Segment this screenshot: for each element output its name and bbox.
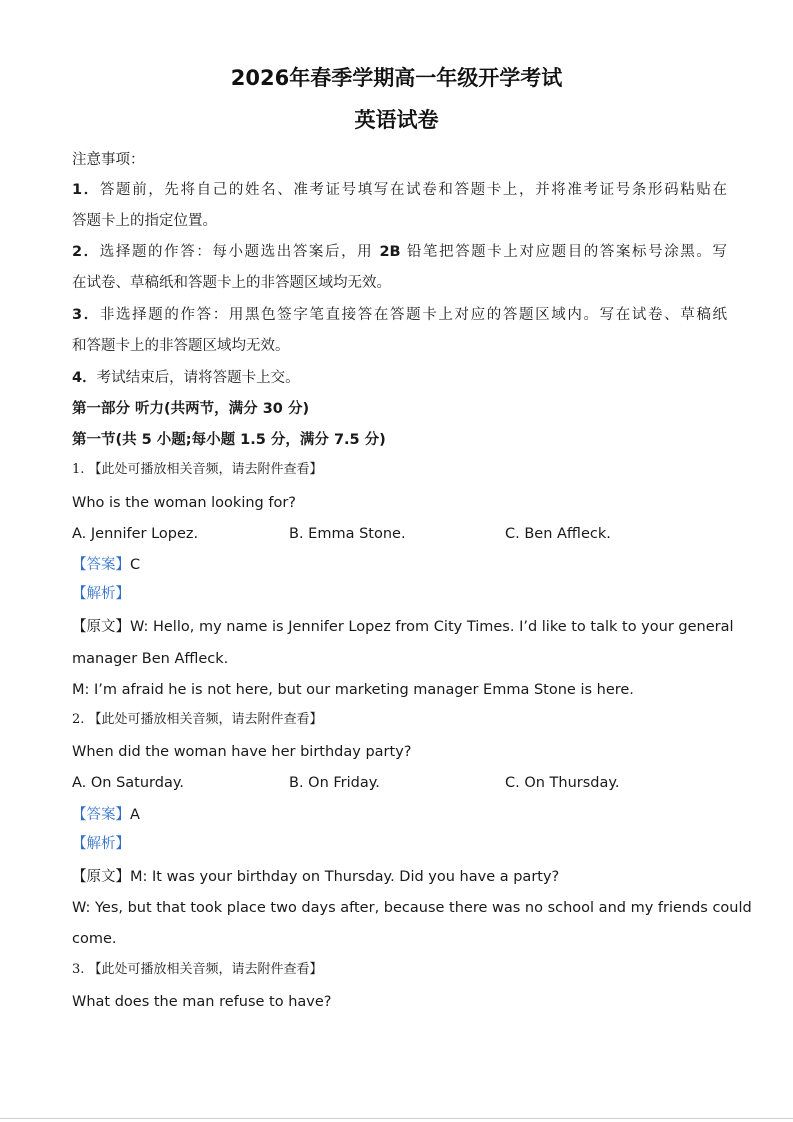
answer-label: 【答案】 <box>72 557 130 573</box>
question-1-option-a: A. Jennifer Lopez. <box>72 526 199 542</box>
notice-heading: 注意事项： <box>72 152 145 168</box>
notice-item-text: 铅笔把答题卡上对应题目的答案标号涂黑。写 <box>400 244 727 260</box>
notice-item-text: 非选择题的作答：用黑色签字笔直接答在答题卡上对应的答题区域内。写在试卷、草稿纸 <box>99 307 728 323</box>
question-2-stem: When did the woman have her birthday party? <box>72 744 412 760</box>
transcript-text: M: It was your birthday on Thursday. Did you have a party? <box>130 869 560 885</box>
answer-value: A <box>130 807 140 823</box>
transcript-label: 【原文】 <box>72 619 130 635</box>
answer-label: 【答案】 <box>72 807 130 823</box>
section1-heading: 第一节(共 5 小题;每小题 1.5 分，满分 7.5 分) <box>72 432 386 448</box>
notice-item-2-cont: 在试卷、草稿纸和答题卡上的非答题区域均无效。 <box>72 275 391 291</box>
notice-item-text: 选择题的作答：每小题选出答案后，用 <box>99 244 380 260</box>
notice-item-3 <box>72 305 727 325</box>
notice-item-3-cont: 和答题卡上的非答题区域均无效。 <box>72 338 290 354</box>
question-1-answer <box>72 555 727 575</box>
page-bottom-divider <box>0 1118 793 1119</box>
question-2-transcript-cont: come. <box>72 931 117 947</box>
question-2-answer <box>72 805 727 825</box>
question-3-audio: 3. 【此处可播放相关音频，请去附件查看】 <box>72 962 323 977</box>
notice-item-1-cont: 答题卡上的指定位置。 <box>72 213 217 229</box>
question-2-option-c: C. On Thursday. <box>505 775 620 791</box>
question-1-transcript-reply: M: I’m afraid he is not here, but our marketing manager Emma Stone is here. <box>72 682 634 698</box>
question-2-transcript-reply: W: Yes, but that took place two days after, because there was no school and my friends could <box>72 900 752 916</box>
question-1-transcript <box>72 617 734 637</box>
pencil-grade: 2B <box>379 244 401 260</box>
transcript-label: 【原文】 <box>72 869 130 885</box>
question-1-audio: 1. 【此处可播放相关音频，请去附件查看】 <box>72 462 323 477</box>
question-3-stem: What does the man refuse to have? <box>72 994 332 1010</box>
exam-title: 2026年春季学期高一年级开学考试 <box>230 66 563 90</box>
question-1-option-c: C. Ben Affleck. <box>505 526 611 542</box>
notice-item-2 <box>72 242 727 262</box>
question-2-analysis-label: 【解析】 <box>72 836 130 852</box>
notice-item-text: 考试结束后，请将答题卡上交。 <box>96 370 300 386</box>
notice-item-text: 答题前，先将自己的姓名、准考证号填写在试卷和答题卡上，并将准考证号条形码粘贴在 <box>99 182 728 198</box>
question-1-stem: Who is the woman looking for? <box>72 495 296 511</box>
exam-subtitle: 英语试卷 <box>354 108 439 132</box>
notice-item-number: 3． <box>72 307 100 323</box>
transcript-text: W: Hello, my name is Jennifer Lopez from City Times. I’d like to talk to your general <box>130 619 734 635</box>
question-2-option-b: B. On Friday. <box>289 775 380 791</box>
question-2-audio: 2. 【此处可播放相关音频，请去附件查看】 <box>72 712 323 727</box>
part1-heading: 第一部分 听力(共两节，满分 30 分) <box>72 401 310 417</box>
question-1-analysis-label: 【解析】 <box>72 586 130 602</box>
notice-item-number: 2． <box>72 244 100 260</box>
question-2-option-a: A. On Saturday. <box>72 775 184 791</box>
answer-value: C <box>130 557 141 573</box>
question-1-transcript-cont: manager Ben Affleck. <box>72 651 229 667</box>
notice-item-4 <box>72 368 727 388</box>
notice-item-1 <box>72 180 727 200</box>
question-1-option-b: B. Emma Stone. <box>289 526 406 542</box>
question-2-transcript <box>72 867 727 887</box>
notice-item-number: 1． <box>72 182 100 198</box>
notice-item-number: 4． <box>72 370 97 386</box>
